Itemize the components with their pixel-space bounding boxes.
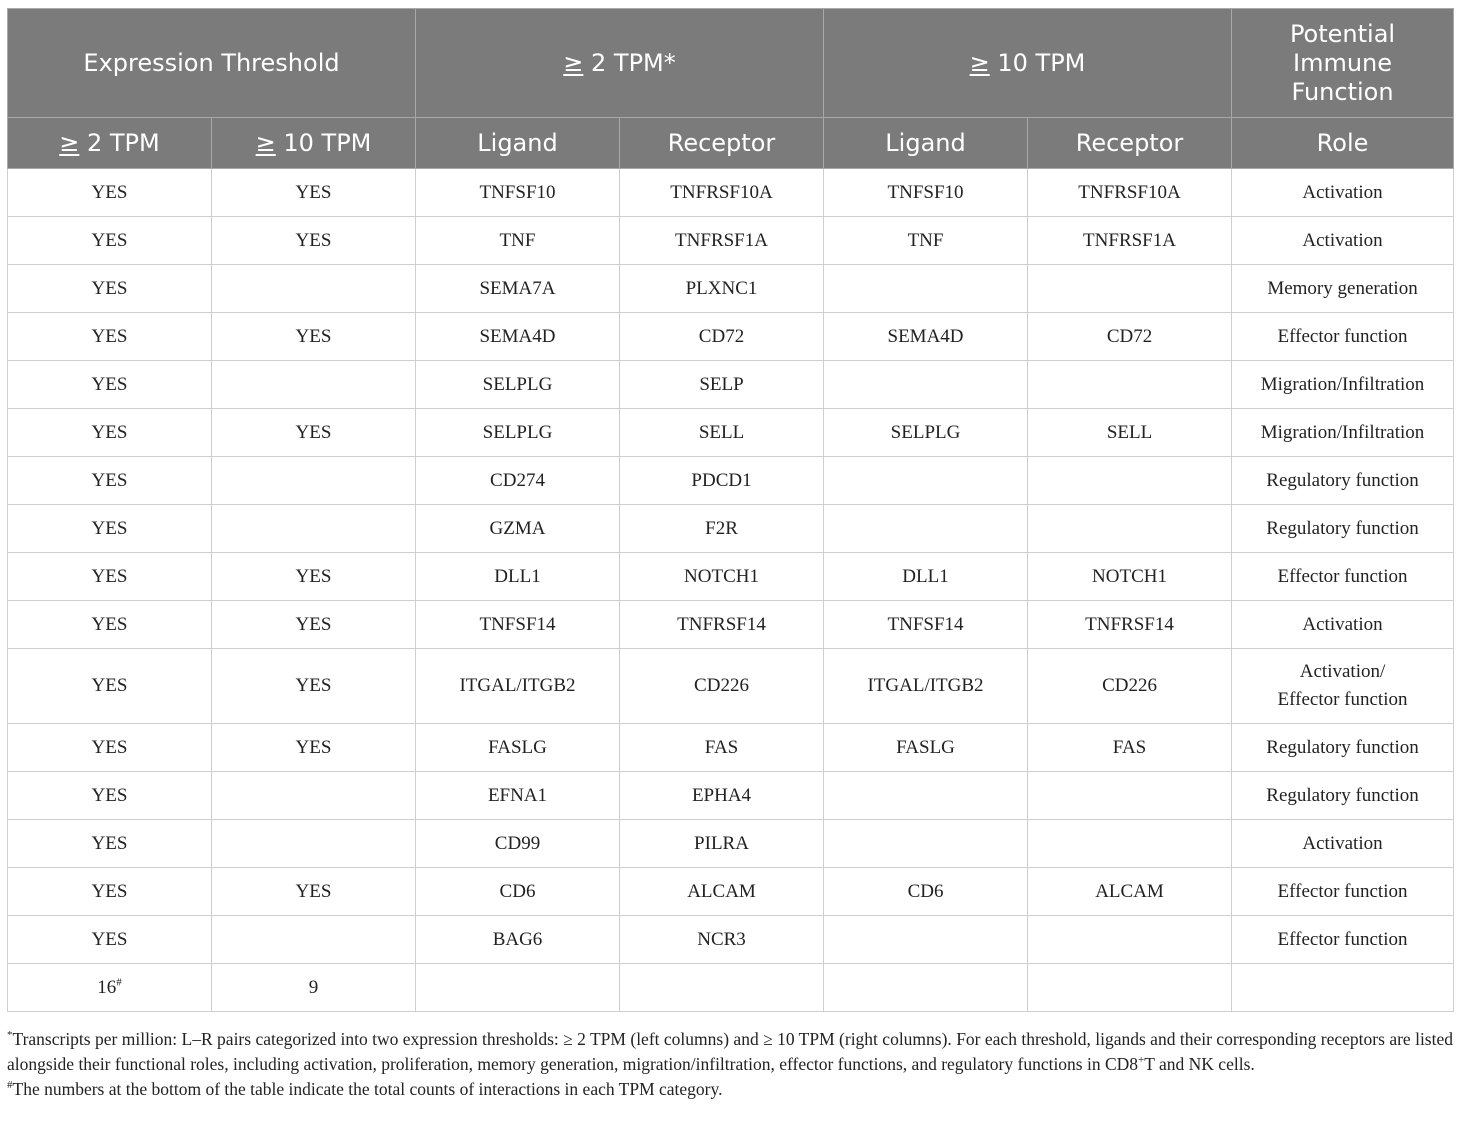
- cell-ligand-tpm2: TNFSF10: [416, 169, 620, 217]
- cell-ligand-tpm2: TNFSF14: [416, 601, 620, 649]
- cell-ligand-tpm10: [824, 361, 1028, 409]
- cell-tpm2-flag: YES: [8, 916, 212, 964]
- total-empty-cell: [824, 964, 1028, 1012]
- table-row: [8, 313, 1454, 361]
- footnote-tpm-mark: *: [7, 1029, 13, 1042]
- cell-ligand-tpm10: [824, 457, 1028, 505]
- cell-ligand-tpm10: CD6: [824, 868, 1028, 916]
- cell-tpm2-flag: YES: [8, 313, 212, 361]
- cell-ligand-tpm2: SEMA4D: [416, 313, 620, 361]
- cell-role: Effector function: [1232, 313, 1454, 361]
- cell-role: Effector function: [1232, 868, 1454, 916]
- cell-tpm10-flag: YES: [212, 217, 416, 265]
- footnote-counts: [7, 1077, 1453, 1102]
- cell-receptor-tpm2: SELP: [620, 361, 824, 409]
- cell-receptor-tpm10: [1028, 457, 1232, 505]
- cell-tpm2-flag: YES: [8, 772, 212, 820]
- cell-tpm2-flag: YES: [8, 217, 212, 265]
- cell-receptor-tpm10: [1028, 361, 1232, 409]
- cell-receptor-tpm2: FAS: [620, 724, 824, 772]
- subheader-tpm10-symbol: ≥: [255, 129, 276, 157]
- cell-receptor-tpm10: CD226: [1028, 649, 1232, 724]
- cell-tpm10-flag: YES: [212, 313, 416, 361]
- table-row: [8, 724, 1454, 772]
- cell-tpm10-flag: [212, 265, 416, 313]
- cell-receptor-tpm2: F2R: [620, 505, 824, 553]
- total-empty-cell: [1028, 964, 1232, 1012]
- cell-tpm2-flag: YES: [8, 505, 212, 553]
- header-tpm2-group-symbol: ≥: [563, 48, 584, 77]
- header-expression-threshold: Expression Threshold: [8, 9, 416, 118]
- cell-tpm2-flag: YES: [8, 361, 212, 409]
- header-tpm2-group-text: 2 TPM*: [583, 48, 676, 77]
- cell-tpm10-flag: [212, 505, 416, 553]
- footnote-tpm-text-b: T and NK cells.: [1144, 1054, 1255, 1074]
- table-row: [8, 169, 1454, 217]
- cell-tpm10-flag: YES: [212, 409, 416, 457]
- cell-tpm10-flag: YES: [212, 724, 416, 772]
- cell-receptor-tpm2: EPHA4: [620, 772, 824, 820]
- cell-role: Regulatory function: [1232, 457, 1454, 505]
- table-row: [8, 505, 1454, 553]
- cell-receptor-tpm10: [1028, 820, 1232, 868]
- cell-receptor-tpm10: FAS: [1028, 724, 1232, 772]
- cell-receptor-tpm2: CD72: [620, 313, 824, 361]
- cell-role: Migration/Infiltration: [1232, 361, 1454, 409]
- cell-tpm10-flag: [212, 772, 416, 820]
- cell-receptor-tpm10: [1028, 916, 1232, 964]
- footnote-tpm-sup: +: [1138, 1054, 1145, 1067]
- cell-receptor-tpm10: TNFRSF1A: [1028, 217, 1232, 265]
- cell-ligand-tpm2: FASLG: [416, 724, 620, 772]
- cell-ligand-tpm2: CD99: [416, 820, 620, 868]
- cell-ligand-tpm2: TNF: [416, 217, 620, 265]
- footnote-tpm-text-a: Transcripts per million: L–R pairs categorized into two expression thresholds: ≥ 2 TPM (left columns) and ≥ 10 TPM (right columns). For each threshold, ligands and their corresponding receptors are listed alongside their functional roles, including activation, proliferation, memory generation, migration/infiltration, effector functions, and regulatory functions in CD8: [7, 1029, 1453, 1074]
- table-row: [8, 217, 1454, 265]
- table-row: [8, 916, 1454, 964]
- cell-role: Regulatory function: [1232, 772, 1454, 820]
- table-row: [8, 457, 1454, 505]
- cell-ligand-tpm10: TNFSF10: [824, 169, 1028, 217]
- cell-ligand-tpm10: DLL1: [824, 553, 1028, 601]
- cell-ligand-tpm2: DLL1: [416, 553, 620, 601]
- cell-tpm2-flag: YES: [8, 820, 212, 868]
- cell-receptor-tpm10: CD72: [1028, 313, 1232, 361]
- cell-receptor-tpm2: TNFRSF10A: [620, 169, 824, 217]
- subheader-receptor-tpm2: Receptor: [620, 118, 824, 169]
- total-tpm2: [8, 964, 212, 1012]
- cell-receptor-tpm2: NCR3: [620, 916, 824, 964]
- table-row: [8, 601, 1454, 649]
- cell-tpm2-flag: YES: [8, 601, 212, 649]
- cell-receptor-tpm10: [1028, 505, 1232, 553]
- cell-ligand-tpm10: [824, 916, 1028, 964]
- cell-tpm2-flag: YES: [8, 868, 212, 916]
- table-body: [8, 169, 1454, 1012]
- cell-receptor-tpm2: PILRA: [620, 820, 824, 868]
- cell-tpm10-flag: YES: [212, 553, 416, 601]
- total-tpm2-count: 16: [97, 976, 117, 998]
- cell-tpm10-flag: YES: [212, 169, 416, 217]
- footnote-counts-text: The numbers at the bottom of the table indicate the total counts of interactions in each TPM category.: [12, 1079, 723, 1099]
- header-potential-immune-function: Potential Immune Function: [1232, 9, 1454, 118]
- cell-receptor-tpm10: NOTCH1: [1028, 553, 1232, 601]
- cell-ligand-tpm2: SELPLG: [416, 409, 620, 457]
- subheader-receptor-tpm10: Receptor: [1028, 118, 1232, 169]
- ligand-receptor-table: [7, 8, 1454, 1012]
- cell-ligand-tpm10: [824, 265, 1028, 313]
- subheader-tpm2: [8, 118, 212, 169]
- cell-receptor-tpm10: SELL: [1028, 409, 1232, 457]
- cell-ligand-tpm2: GZMA: [416, 505, 620, 553]
- cell-ligand-tpm10: [824, 505, 1028, 553]
- header-tpm10-group: [824, 9, 1232, 118]
- cell-ligand-tpm2: EFNA1: [416, 772, 620, 820]
- cell-ligand-tpm2: ITGAL/ITGB2: [416, 649, 620, 724]
- cell-receptor-tpm10: ALCAM: [1028, 868, 1232, 916]
- cell-tpm10-flag: YES: [212, 649, 416, 724]
- footnote-counts-mark: #: [7, 1079, 13, 1092]
- cell-tpm2-flag: YES: [8, 409, 212, 457]
- cell-receptor-tpm10: TNFRSF14: [1028, 601, 1232, 649]
- subheader-tpm10-text: 10 TPM: [275, 129, 372, 157]
- subheader-ligand-tpm2: Ligand: [416, 118, 620, 169]
- cell-ligand-tpm10: [824, 820, 1028, 868]
- cell-role: Activation: [1232, 217, 1454, 265]
- cell-ligand-tpm10: TNFSF14: [824, 601, 1028, 649]
- cell-role: Regulatory function: [1232, 724, 1454, 772]
- subheader-role: Role: [1232, 118, 1454, 169]
- cell-ligand-tpm10: SELPLG: [824, 409, 1028, 457]
- cell-receptor-tpm2: ALCAM: [620, 868, 824, 916]
- cell-receptor-tpm2: NOTCH1: [620, 553, 824, 601]
- cell-role: Activation: [1232, 820, 1454, 868]
- total-tpm10: 9: [212, 964, 416, 1012]
- header-tpm10-group-text: 10 TPM: [989, 48, 1086, 77]
- table-row: [8, 265, 1454, 313]
- table-row: [8, 553, 1454, 601]
- cell-role: Effector function: [1232, 916, 1454, 964]
- cell-ligand-tpm2: CD6: [416, 868, 620, 916]
- cell-tpm2-flag: YES: [8, 265, 212, 313]
- cell-role: Activation/ Effector function: [1232, 649, 1454, 724]
- cell-ligand-tpm10: [824, 772, 1028, 820]
- subheader-tpm2-text: 2 TPM: [79, 129, 160, 157]
- cell-ligand-tpm2: SELPLG: [416, 361, 620, 409]
- cell-receptor-tpm2: CD226: [620, 649, 824, 724]
- table-header: [8, 9, 1454, 169]
- cell-tpm2-flag: YES: [8, 724, 212, 772]
- cell-tpm10-flag: [212, 820, 416, 868]
- table-row: [8, 868, 1454, 916]
- total-empty-cell: [620, 964, 824, 1012]
- cell-ligand-tpm10: FASLG: [824, 724, 1028, 772]
- totals-row: [8, 964, 1454, 1012]
- cell-role: Memory generation: [1232, 265, 1454, 313]
- cell-ligand-tpm10: ITGAL/ITGB2: [824, 649, 1028, 724]
- table-row: [8, 361, 1454, 409]
- table-row: [8, 772, 1454, 820]
- table-row: [8, 409, 1454, 457]
- cell-receptor-tpm10: [1028, 265, 1232, 313]
- cell-receptor-tpm2: SELL: [620, 409, 824, 457]
- subheader-ligand-tpm10: Ligand: [824, 118, 1028, 169]
- cell-role: Migration/Infiltration: [1232, 409, 1454, 457]
- cell-ligand-tpm2: BAG6: [416, 916, 620, 964]
- total-empty-cell: [1232, 964, 1454, 1012]
- header-tpm2-group: [416, 9, 824, 118]
- subheader-tpm10: [212, 118, 416, 169]
- table-row: [8, 649, 1454, 724]
- cell-tpm2-flag: YES: [8, 169, 212, 217]
- cell-tpm2-flag: YES: [8, 457, 212, 505]
- cell-role: Effector function: [1232, 553, 1454, 601]
- total-tpm2-mark: #: [116, 976, 122, 989]
- cell-ligand-tpm10: SEMA4D: [824, 313, 1028, 361]
- cell-tpm10-flag: YES: [212, 601, 416, 649]
- cell-receptor-tpm2: PLXNC1: [620, 265, 824, 313]
- cell-ligand-tpm2: CD274: [416, 457, 620, 505]
- cell-ligand-tpm10: TNF: [824, 217, 1028, 265]
- subheader-tpm2-symbol: ≥: [59, 129, 80, 157]
- table-footnotes: [7, 1027, 1453, 1102]
- cell-receptor-tpm2: TNFRSF1A: [620, 217, 824, 265]
- cell-tpm10-flag: [212, 361, 416, 409]
- cell-tpm2-flag: YES: [8, 553, 212, 601]
- cell-role: Activation: [1232, 169, 1454, 217]
- cell-role: Regulatory function: [1232, 505, 1454, 553]
- header-tpm10-group-symbol: ≥: [969, 48, 990, 77]
- table-row: [8, 820, 1454, 868]
- cell-tpm10-flag: [212, 457, 416, 505]
- cell-receptor-tpm2: PDCD1: [620, 457, 824, 505]
- cell-tpm10-flag: YES: [212, 868, 416, 916]
- total-empty-cell: [416, 964, 620, 1012]
- cell-receptor-tpm10: TNFRSF10A: [1028, 169, 1232, 217]
- footnote-tpm: [7, 1027, 1453, 1077]
- cell-tpm10-flag: [212, 916, 416, 964]
- table-container: [7, 8, 1453, 1012]
- cell-role: Activation: [1232, 601, 1454, 649]
- cell-tpm2-flag: YES: [8, 649, 212, 724]
- cell-receptor-tpm10: [1028, 772, 1232, 820]
- cell-ligand-tpm2: SEMA7A: [416, 265, 620, 313]
- cell-receptor-tpm2: TNFRSF14: [620, 601, 824, 649]
